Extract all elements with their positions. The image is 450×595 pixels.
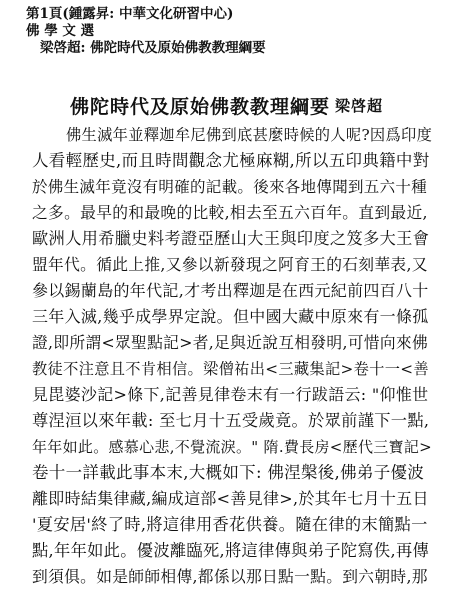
body-line: 到須俱。如是師師相傳,都係以那日點一點。到六朝時,那: [32, 567, 428, 586]
body-line: '夏安居'終了時,將這律用香花供養。隨在律的末簡點一: [32, 515, 428, 534]
article-title-row: [0, 92, 450, 118]
body-line: 卷十一詳載此事本末,大概如下: 佛涅槃後,佛弟子優波: [32, 463, 425, 482]
article-author: 梁啓超: [335, 97, 384, 115]
body-line: 尊涅洹以來年載: 至七月十五受歲竟。於眾前謹下一點,: [32, 411, 430, 430]
body-line: 點,年年如此。優波離臨死,將這律傳與弟子陀寫佚,再傳: [32, 541, 430, 560]
body-line: 歐洲人用希臘史料考證亞歷山大王與印度之笈多大王會: [32, 229, 430, 248]
body-line: 見毘婆沙記>條下,記善見律卷末有一行跋語云: "仰惟世: [32, 385, 429, 404]
header-collection-line: 佛 學 文 選: [26, 23, 95, 39]
header-source-line: 第1頁(鍾露昇: 中華文化研習中心): [26, 6, 234, 22]
body-line: 人看輕歷史,而且時間觀念尤極麻糊,所以五印典籍中對: [32, 151, 430, 170]
body-line: 佛生滅年並釋迦牟尼佛到底甚麼時候的人呢?因爲印度: [66, 126, 433, 144]
article-body: [32, 122, 432, 590]
article-title: 佛陀時代及原始佛教教理綱要: [70, 96, 331, 118]
body-line: 教徒不注意且不肯相信。梁僧祐出<三藏集記>卷十一<善: [32, 360, 429, 378]
body-line: 於佛生滅年竟沒有明確的記載。後來各地傳聞到五六十種: [32, 178, 428, 196]
body-line: 離即時結集律藏,編成這部<善見律>,於其年七月十五日: [32, 489, 429, 508]
header-article-line: 梁啓超: 佛陀時代及原始佛教教理綱要: [40, 40, 266, 56]
body-line: 三年入滅,幾乎成學界定說。但中國大藏中原來有一條孤: [32, 307, 429, 326]
page-header: [26, 6, 436, 57]
body-line: 證,即所謂<眾聖點記>者,足與近說互相發明,可惜向來佛: [32, 333, 429, 352]
body-line: 參以錫蘭島的年代記,才考出釋迦是在西元紀前四百八十: [32, 281, 429, 300]
body-line: 盟年代。循此上推,又參以新發現之阿育王的石刻華表,又: [32, 255, 428, 274]
body-line: 之多。最早的和最晚的比較,相去至五六百年。直到最近,: [32, 203, 428, 222]
body-line: 年年如此。感慕心悲,不覺流淚。" 隋.費長房<歷代三寶記>: [32, 438, 433, 456]
